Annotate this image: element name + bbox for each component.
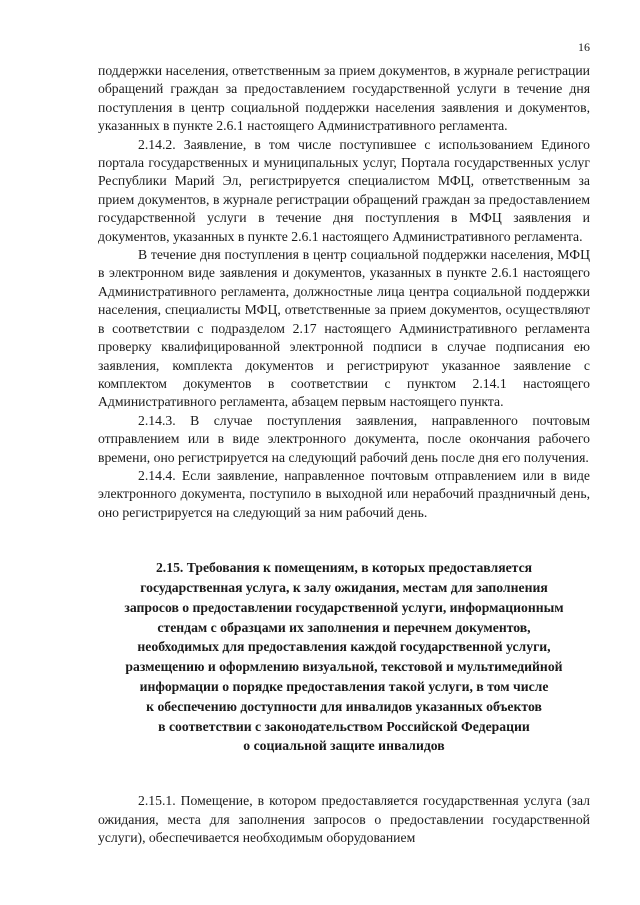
paragraph-continuation: поддержки населения, ответственным за прием документов, в журнале регистрации обращений граждан за предоставлением государственной услуги в течение дня поступления в центр социальной поддержки населения заявления и документов, указанных в пункте 2.6.1 настоящего Административного регламента. (98, 63, 590, 134)
heading-line: о социальной защите инвалидов (243, 738, 445, 754)
page-number: 16 (578, 40, 590, 54)
section-heading-2-15 (98, 558, 590, 756)
paragraph-2-14-2: 2.14.2. Заявление, в том числе поступившее с использованием Единого портала государственных и муниципальных услуг, Портала государственных услуг Республики Марий Эл, регистрируется специалистом МФЦ, ответственным за прием документов, в журнале регистрации обращений граждан за предоставлением государственной услуги в течение дня поступления в МФЦ заявления и документов, указанных в пункте 2.6.1 настоящего Административного регламента. (98, 136, 590, 244)
paragraph-2-14-3: 2.14.3. В случае поступления заявления, направленного почтовым отправлением или в виде электронного документа, после окончания рабочего времени, оно регистрируется на следующий рабочий день после дня его получения. (98, 412, 590, 465)
heading-line: информации о порядке предоставления такой услуги, в том числе (139, 678, 549, 694)
document-body (98, 62, 590, 847)
heading-line: в соответствии с законодательством Российской Федерации (158, 718, 530, 734)
heading-line: необходимых для предоставления каждой государственной услуги, (137, 639, 551, 655)
paragraph-2-14-4: 2.14.4. Если заявление, направленное почтовым отправлением или в виде электронного документа, поступило в выходной или нерабочий праздничный день, оно регистрируется на следующий за ним рабочий день. (98, 467, 590, 520)
heading-line: стендам с образцами их заполнения и перечнем документов, (157, 619, 531, 635)
heading-line: государственная услуга, к залу ожидания, местам для заполнения (140, 579, 548, 595)
heading-line: размещению и оформлению визуальной, текстовой и мультимедийной (125, 659, 563, 675)
heading-line: к обеспечению доступности для инвалидов указанных объектов (146, 698, 542, 714)
paragraph-electronic-receipt: В течение дня поступления в центр социальной поддержки населения, МФЦ в электронном виде заявления и документов, указанных в пункте 2.6.1 настоящего Административного регламента, должностные лица центра социальной поддержки населения, специалисты МФЦ, ответственные за прием документов, осуществляют в соответствии с подразделом 2.17 настоящего Административного регламента проверку квалифицированной электронной подписи в случае подписания ею заявления, комплекта документов и регистрируют указанное заявление с комплектом документов в соответствии с пунктом 2.14.1 настоящего Административного регламента, абзацем первым настоящего пункта. (98, 247, 590, 410)
paragraph-2-15-1: 2.15.1. Помещение, в котором предоставляется государственная услуга (зал ожидания, места для заполнения запросов о предоставлении государственной услуги), обеспечивается необходимым оборудованием (98, 793, 590, 845)
heading-line: 2.15. Требования к помещениям, в которых предоставляется (155, 560, 533, 576)
heading-line: запросов о предоставлении государственной услуги, информационным (124, 599, 564, 615)
